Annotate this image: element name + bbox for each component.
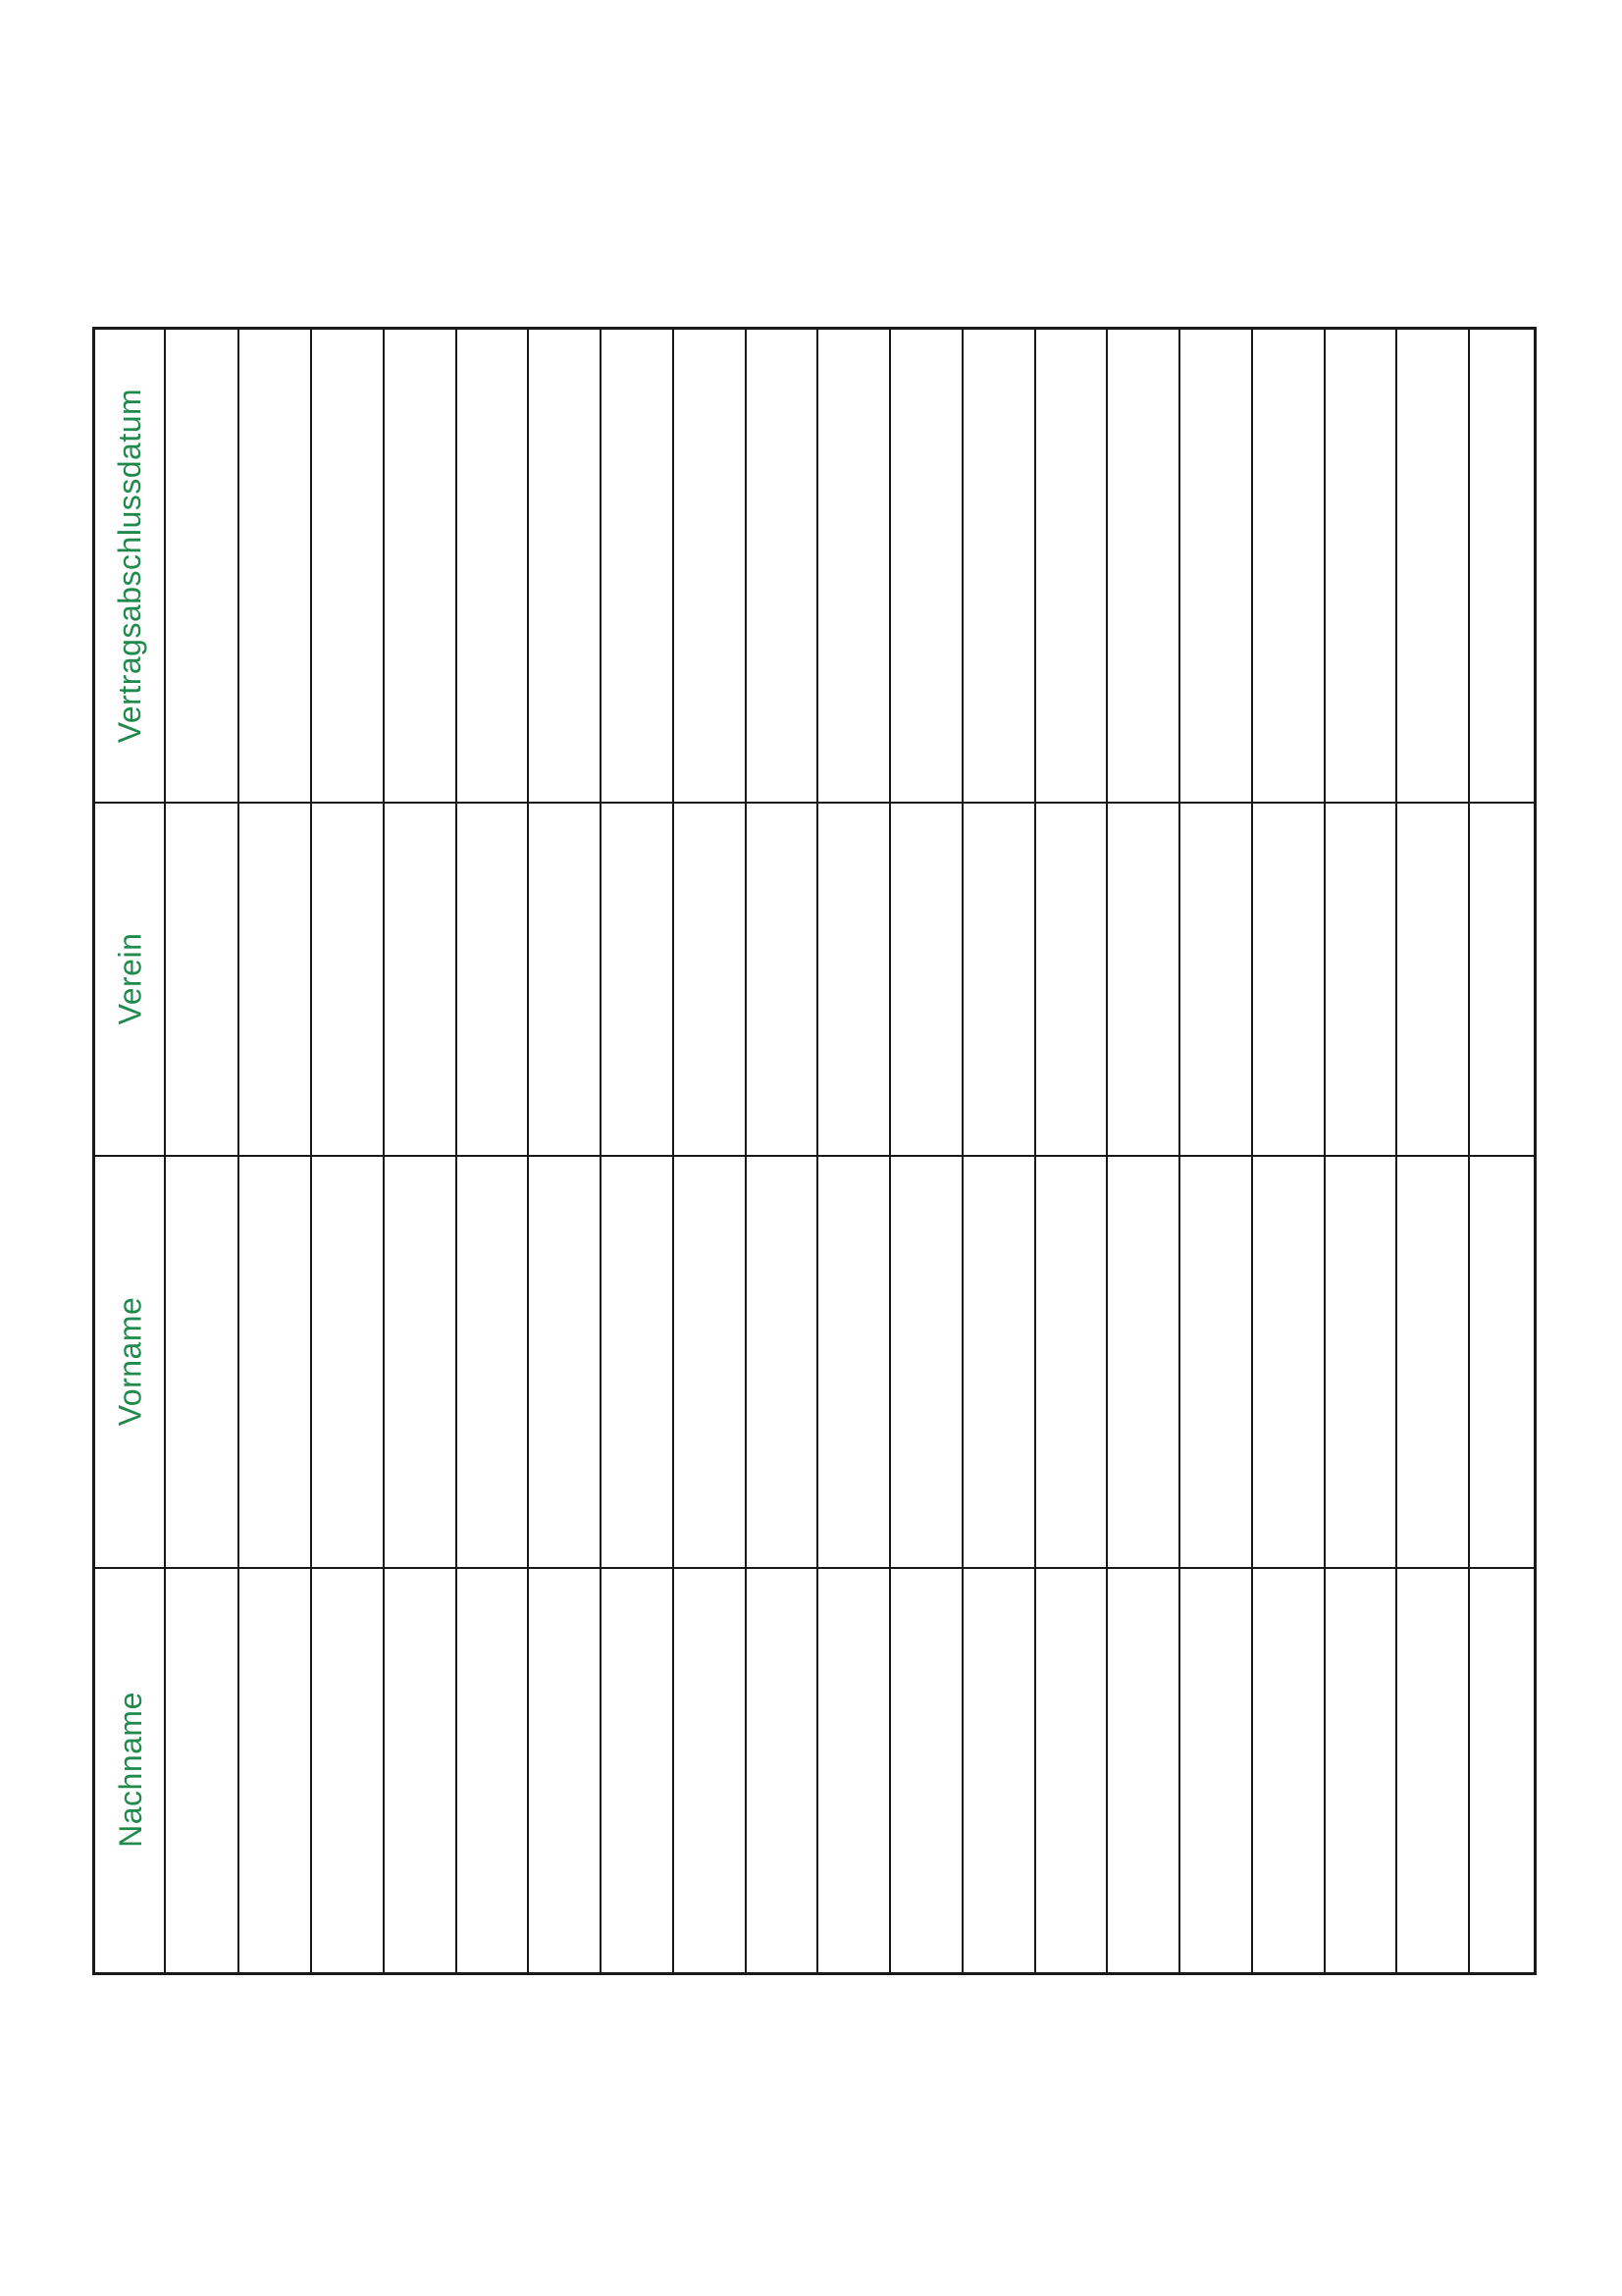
column-divider: [1178, 330, 1180, 1972]
header-label-nachname: Nachname: [112, 1692, 148, 1848]
column-divider: [1395, 330, 1397, 1972]
column-divider: [527, 330, 529, 1972]
header-cell-verein: [95, 802, 166, 1155]
header-cell-nachname: [95, 1567, 166, 1972]
column-divider: [600, 330, 602, 1972]
header-cell-vertragsabschlussdatum: [95, 330, 166, 802]
column-divider: [889, 330, 891, 1972]
column-divider: [237, 330, 239, 1972]
column-divider: [1468, 330, 1470, 1972]
registration-form-table: [92, 327, 1537, 1975]
section-divider: [95, 1567, 1534, 1569]
column-divider: [816, 330, 818, 1972]
header-cell-vorname: [95, 1155, 166, 1567]
column-divider: [1324, 330, 1326, 1972]
column-divider: [455, 330, 457, 1972]
column-divider: [1034, 330, 1036, 1972]
header-label-vertragsabschlussdatum: Vertragsabschlussdatum: [112, 388, 148, 744]
column-divider: [383, 330, 385, 1972]
column-divider: [962, 330, 964, 1972]
column-divider: [672, 330, 674, 1972]
header-label-verein: Verein: [112, 932, 148, 1024]
section-divider: [95, 1155, 1534, 1157]
column-divider: [310, 330, 312, 1972]
column-divider: [1251, 330, 1253, 1972]
header-label-vorname: Vorname: [112, 1296, 148, 1426]
column-divider: [745, 330, 747, 1972]
section-divider: [95, 802, 1534, 804]
column-divider: [1106, 330, 1108, 1972]
